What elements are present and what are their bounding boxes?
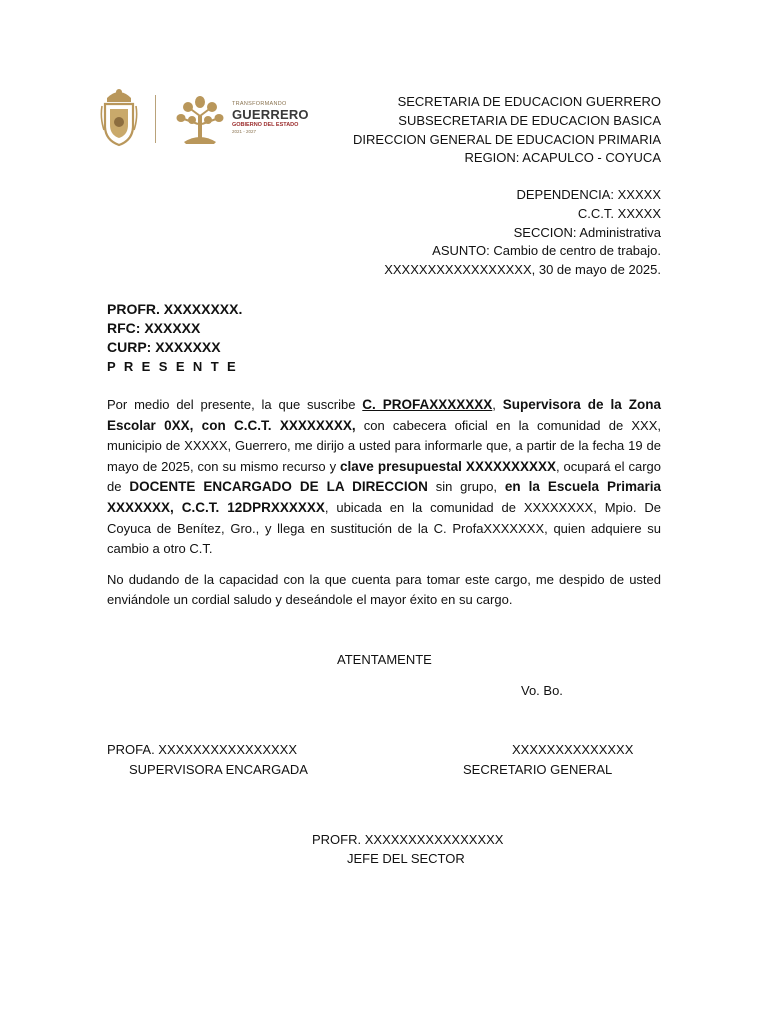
addressee-rfc: RFC: XXXXXX (107, 320, 201, 336)
state-shield-logo (99, 84, 139, 148)
header-line-1: SECRETARIA DE EDUCACION GUERRERO (397, 94, 661, 109)
seccion: SECCION: Administrativa (513, 224, 661, 240)
p1-text: Por medio del presente, la que suscribe (107, 397, 363, 412)
sector-chief-name: PROFR. XXXXXXXXXXXXXXXX (312, 832, 504, 847)
logo-government: GOBIERNO DEL ESTADO (232, 122, 299, 128)
logo-years: 2021 - 2027 (232, 129, 257, 134)
letter-body (107, 395, 661, 621)
sector-chief-role: JEFE DEL SECTOR (347, 851, 465, 866)
signer-name: C. PROFAXXXXXXX (362, 397, 493, 412)
addressee-block (107, 300, 242, 376)
cct: C.C.T. XXXXX (577, 205, 661, 221)
budget-key: clave presupuestal XXXXXXXXXX (340, 458, 556, 474)
logo-brand: GUERRERO (232, 107, 309, 122)
header-line-3: DIRECCION GENERAL DE EDUCACION PRIMARIA (353, 131, 661, 147)
p1-text: , ocupará el cargo de (107, 458, 661, 495)
addressee-curp: CURP: XXXXXXX (107, 339, 221, 355)
document-details (384, 186, 661, 280)
presente-label: P R E S E N T E (107, 359, 239, 374)
p1-text: sin grupo, (427, 479, 505, 495)
new-position: DOCENTE ENCARGADO DE LA DIRECCION (129, 479, 428, 495)
institution-header (353, 93, 661, 168)
vobo-label: Vo. Bo. (521, 683, 563, 698)
secretary-signature-role: SECRETARIO GENERAL (463, 762, 613, 777)
asunto: ASUNTO: Cambio de centro de trabajo. (432, 243, 661, 259)
header-line-4: REGION: ACAPULCO - COYUCA (464, 150, 661, 166)
logo-divider (155, 95, 156, 143)
logo-tagline: TRANSFORMANDO (232, 101, 287, 107)
addressee-name: PROFR. XXXXXXXX. (107, 301, 243, 317)
header-line-2: SUBSECRETARIA DE EDUCACION BASICA (398, 112, 661, 128)
school-name: en la Escuela Primaria XXXXXXX, C.C.T. 12DPRXXXXXX (107, 479, 661, 515)
supervisor-signature-name: PROFA. XXXXXXXXXXXXXXXX (107, 742, 298, 757)
paragraph-2: No dudando de la capacidad con la que cuenta para tomar este cargo, me despido de usted enviándole un cordial saludo y deseándole el mayor éxito en su cargo. (107, 571, 661, 608)
dependencia: DEPENDENCIA: XXXXX (516, 187, 661, 202)
paragraph-1 (107, 395, 661, 560)
atentamente-label: ATENTAMENTE (337, 652, 432, 667)
place-date: XXXXXXXXXXXXXXXXX, 30 de mayo de 2025. (384, 262, 661, 278)
p1-text: con cabecera oficial en la comunidad de XXX, municipio de XXXXX, Guerrero, me dirijo a usted para informarle que, a partir de la fecha 19 de mayo de 2025, con su mismo recurso y (107, 417, 661, 474)
p1-text: , (492, 397, 503, 412)
secretary-signature-name: XXXXXXXXXXXXXX (512, 742, 634, 757)
supervisor-signature-role: SUPERVISORA ENCARGADA (129, 762, 308, 777)
government-wordmark (232, 101, 312, 135)
p1-text: , ubicada en la comunidad de XXXXXXXX, Mpio. De Coyuca de Benítez, Gro., y llega en sustitución de la C. ProfaXXXXXXX, quien adquiere su cambio a otro C.T. (107, 499, 661, 557)
signer-position: Supervisora de la Zona Escolar 0XX, con C.C.T. XXXXXXXX, (107, 397, 661, 433)
tree-emblem-icon (174, 94, 226, 144)
